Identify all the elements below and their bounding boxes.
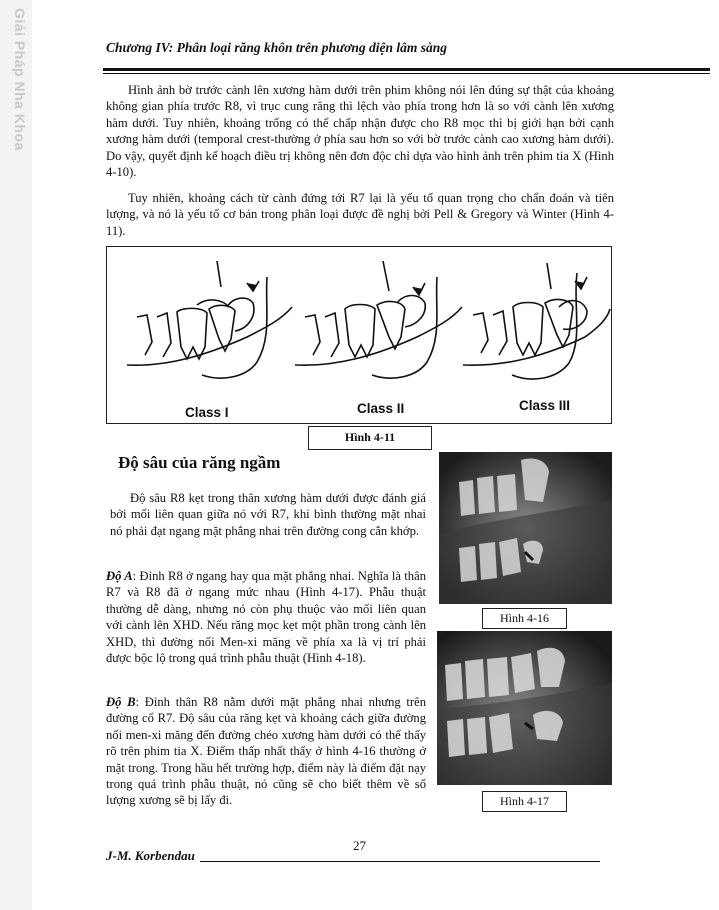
author-name: J-M. Korbendau: [106, 848, 195, 863]
degree-a-text: : Đỉnh R8 ở ngang hay qua mặt phẳng nhai. Nghĩa là thân R7 và R8 đã ở ngang mức nhau (Hình 4-17). Phẫu thuật thường dễ dàng, nhưng nó còn phụ thuộc vào mối liên quan với cành lên XHD. Nếu răng mọc kẹt một phần trong cành lên XHD, thì đường nối Men-xi măng về phía xa là vị trí phải được bộc lộ trong quá trình phẫu thuật (Hình 4-18).: [106, 569, 426, 666]
class-2-drawing: [295, 261, 462, 378]
xray-image-4-17: [437, 631, 612, 785]
page-number: 27: [353, 838, 366, 853]
footer-rule: [200, 861, 600, 862]
class-1-label: Class I: [185, 405, 229, 420]
figure-4-11-classes: [106, 246, 612, 424]
paragraph-2: Tuy nhiên, khoảng cách từ cành đứng tới R7 lại là yếu tố quan trọng cho chẩn đoán và tiên lượng, và nó là yếu tố cơ bản trong phân loại được đề nghị bởi Pell & Gregory và Winter (Hình 4-11).: [106, 191, 614, 238]
paragraph-5: [106, 694, 426, 809]
left-margin-strip: [0, 0, 32, 910]
section-heading: Độ sâu của răng ngầm: [118, 453, 281, 472]
paragraph-4: [106, 568, 426, 666]
class-2-label: Class II: [357, 401, 405, 416]
xray-image-4-16: [439, 452, 612, 604]
paragraph-3: Độ sâu R8 kẹt trong thân xương hàm dưới được đánh giá bởi mối liên quan giữa nó với R7, khi bình thường mặt nhai nó phải đạt ngang mặt phẳng nhai trên đường cong cắn khớp.: [110, 491, 426, 538]
tooth-class-drawings: [107, 247, 611, 423]
class-1-drawing: [127, 261, 292, 378]
paragraph-1: Hình ảnh bờ trước cành lên xương hàm dưới trên phim không nói lên đúng sự thật của khoảng không gian phía trước R8, vì trục cung răng thì lệch vào phía trong hơn là so với cành lên xương hàm dưới. Tuy nhiên, khoảng trống có thể chấp nhận được cho R8 mọc thì bị giới hạn bởi cạnh xương hàm dưới (temporal crest-thường ở phía sau hơn so với bờ trước cành cao xương hàm dưới). Do vậy, quyết định kế hoạch điều trị không nên đơn độc chỉ dựa vào hình ảnh trên phim tia X (Hình 4-10).: [106, 83, 614, 180]
figure-4-11-caption: Hình 4-11: [308, 426, 432, 450]
class-3-label: Class III: [519, 398, 571, 413]
figure-4-17-caption: Hình 4-17: [482, 791, 567, 812]
degree-b-label: Độ B: [106, 695, 136, 709]
chapter-title: Chương IV: Phân loại răng khôn trên phương diện lâm sàng: [106, 40, 448, 55]
degree-b-text: : Đỉnh thân R8 nằm dưới mặt phẳng nhai nhưng trên đường cổ R7. Độ sâu của răng kẹt và khoảng cách giữa đường nối men-xi măng đến đường chéo xương hàm dưới có thể thấy rõ trên phim tia X. Điểm thấp nhất thấy ở hình 4-16 thường ở mặt trong. Trong hầu hết trường hợp, điểm này là điểm đặt nạy trong quá trình phẫu thuật, nó cũng sẽ cho biết thêm về số lượng xương sẽ bị lấy đi.: [106, 695, 426, 808]
figure-4-16-caption: Hình 4-16: [482, 608, 567, 629]
header-rule-thin: [103, 73, 710, 74]
watermark-text: Giải Pháp Nha Khoa: [12, 8, 28, 151]
class-3-drawing: [463, 263, 610, 379]
header-rule-thick: [103, 68, 710, 71]
degree-a-label: Độ A: [106, 569, 133, 583]
